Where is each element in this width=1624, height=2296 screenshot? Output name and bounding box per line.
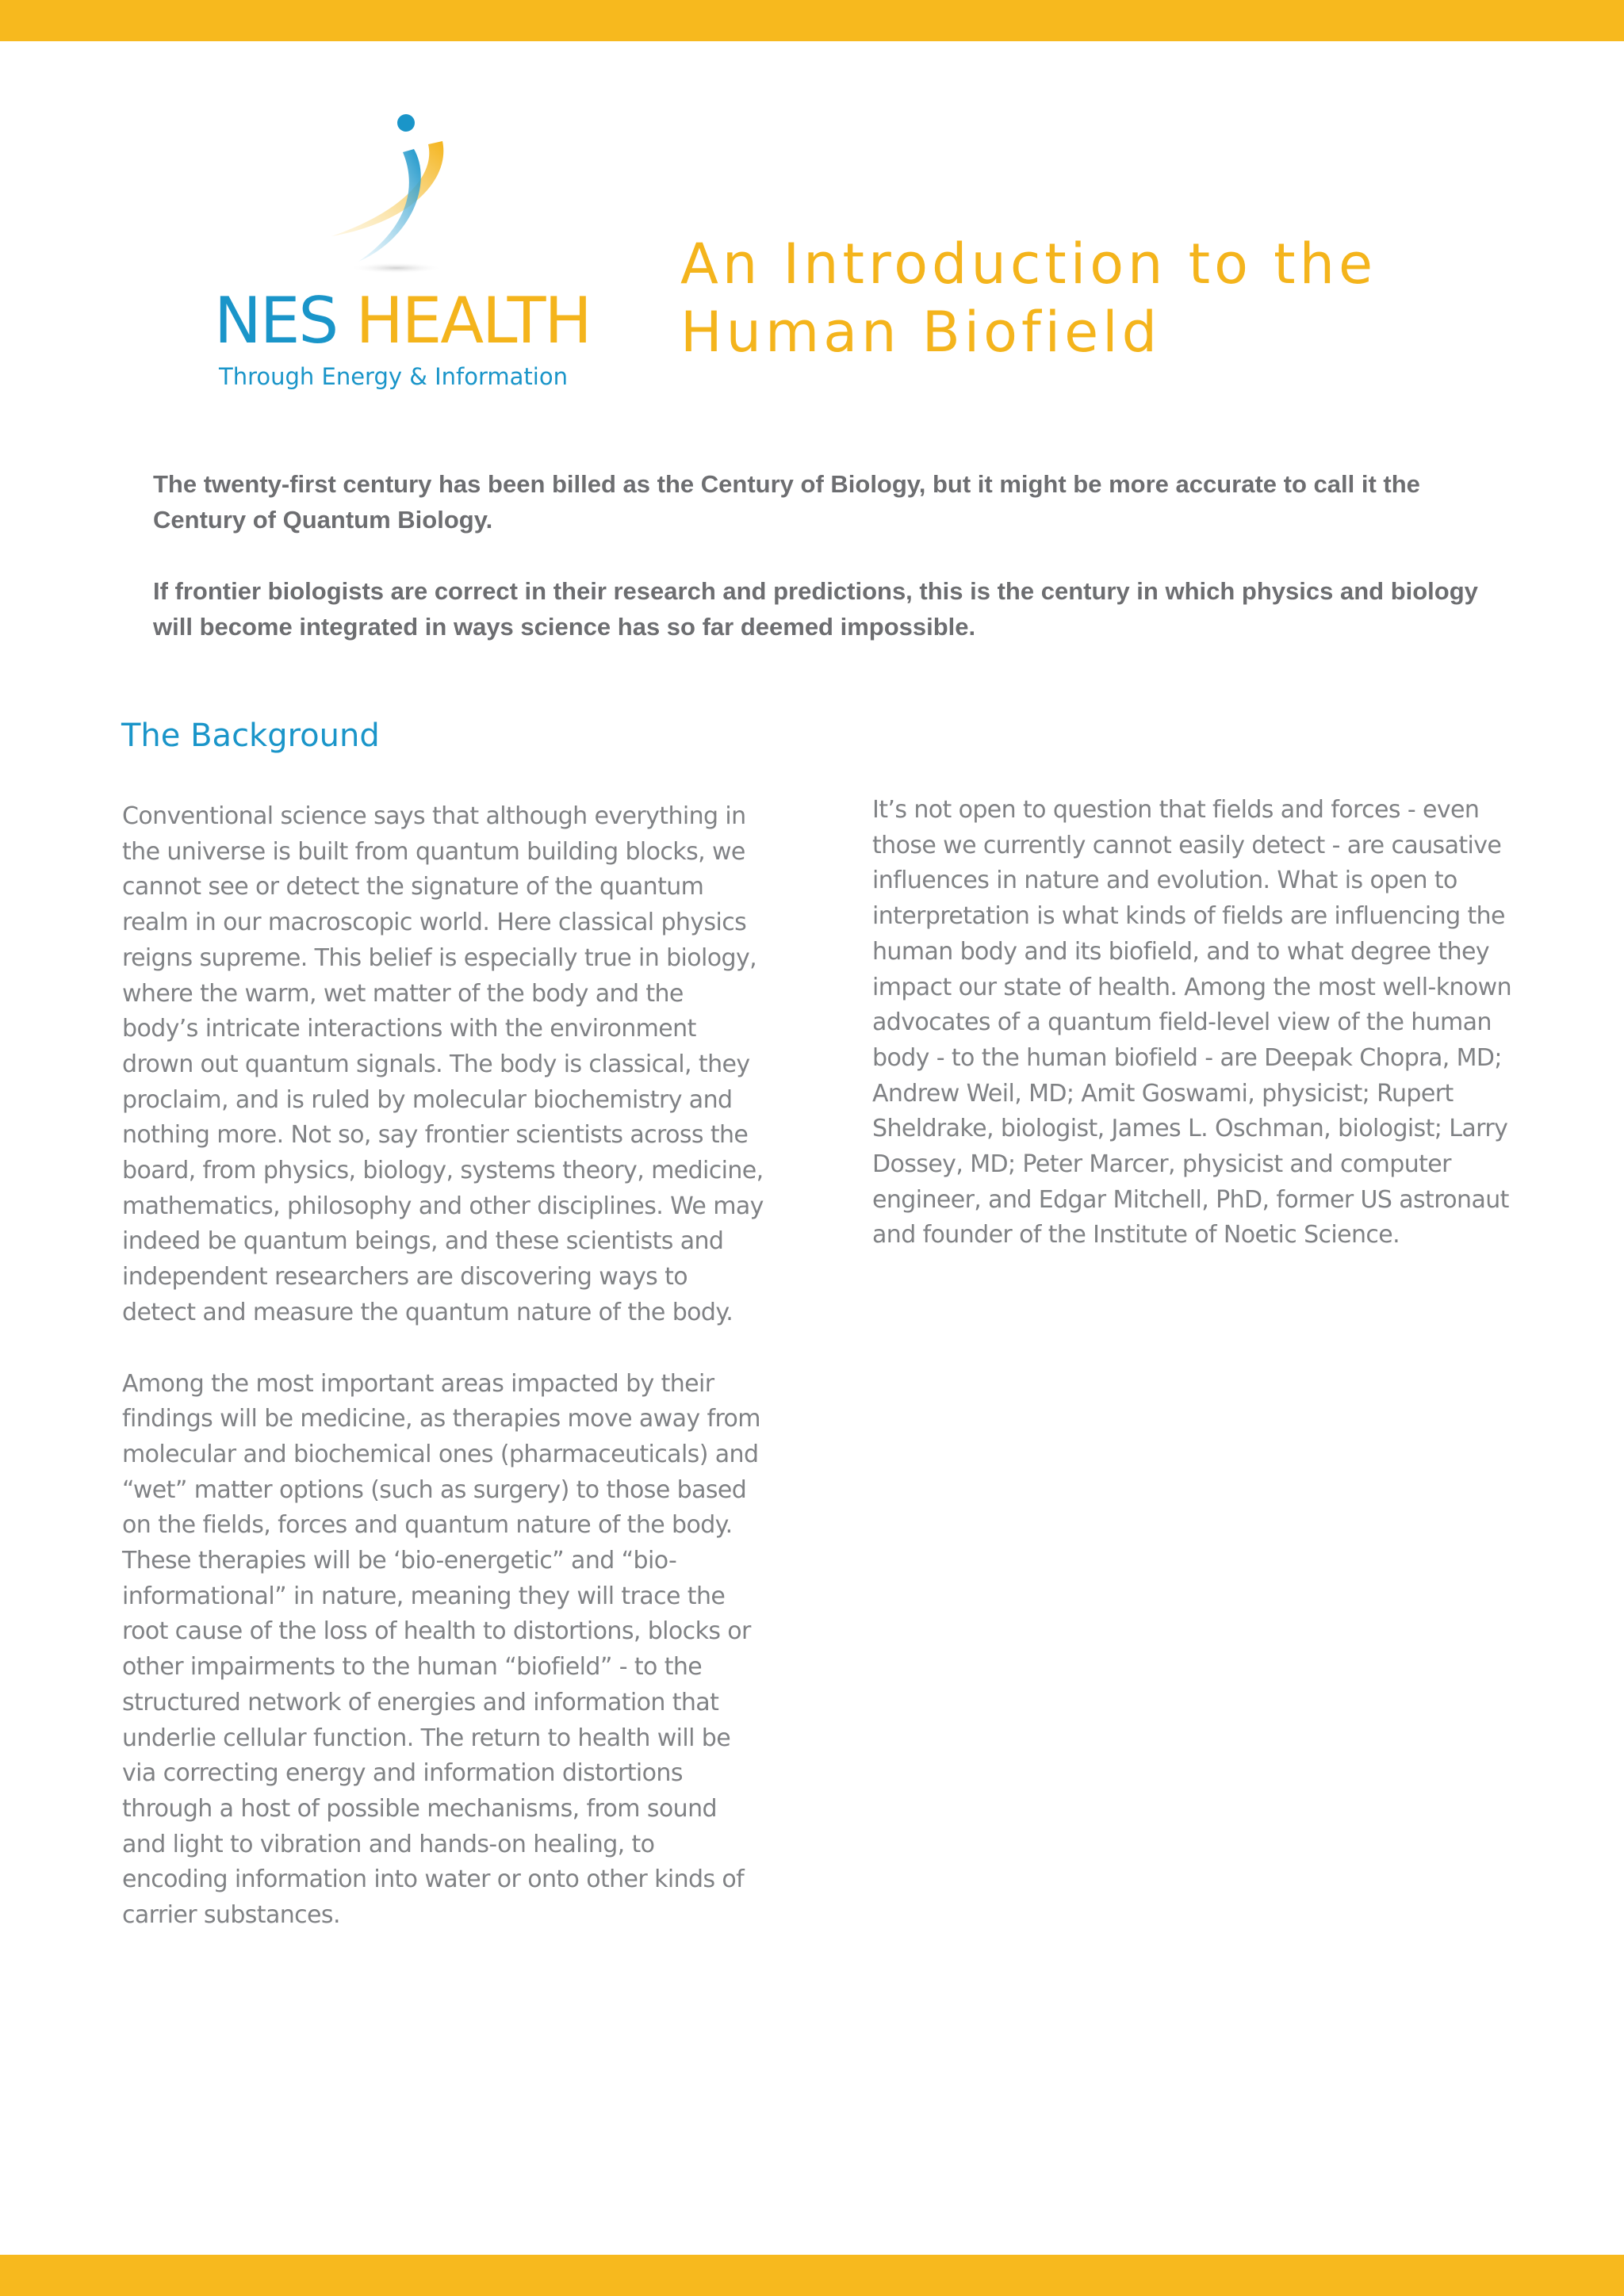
nes-health-logo xyxy=(214,103,591,396)
body-paragraph: Among the most important areas impacted by their findings will be medicine, as therapies move away from molecular and biochemical ones (pharmaceuticals) and “wet” matter options (such as surgery) to those based on the fields, forces and quantum nature of the body. These therapies will be ‘bio-energetic” and “bio-informational” in nature, meaning they will trace the root cause of the loss of health to distortions, blocks or other impairments to the human “biofield” - to the structured network of energies and information that underlie cellular function. The return to health will be via correcting energy and information distortions through a host of possible mechanisms, from sound and light to vibration and hands-on healing, to encoding information into water or onto other kinds of carrier substances. xyxy=(122,1369,760,1930)
figure-swoosh-icon xyxy=(325,103,468,285)
bottom-accent-bar xyxy=(0,2255,1624,2296)
body-paragraph: It’s not open to question that fields and forces - even those we currently cannot easily detect - are causative influences in nature and evolution. What is open to interpretation is what kinds of fields are influencing the human body and its biofield, and to what degree they impact our state of health. Among the most well-known advocates of a quantum field-level view of the human body - to the human biofield - are Deepak Chopra, MD; Andrew Weil, MD; Amit Goswami, physicist; Rupert Sheldrake, biologist, James L. Oschman, biologist; Larry Dossey, MD; Peter Marcer, physicist and computer engineer, and Edgar Mitchell, PhD, former US astronaut and founder of the Institute of Noetic Science. xyxy=(872,796,1511,1249)
top-accent-bar xyxy=(0,0,1624,41)
intro-paragraph-1: The twenty-first century has been billed as the Century of Biology, but it might be more accurate to call it the Century of Quantum Biology. xyxy=(153,470,1420,534)
section-heading: The Background xyxy=(121,718,380,754)
intro-block xyxy=(153,466,1485,680)
title-line-2: Human Biofield xyxy=(680,300,1162,365)
brand-name-health: HEALTH xyxy=(355,284,591,358)
brand-name-nes: NES xyxy=(214,284,338,358)
brand-name xyxy=(214,284,591,358)
brand-tagline: Through Energy & Information xyxy=(219,363,568,390)
body-paragraph: Conventional science says that although everything in the universe is built from quantum building blocks, we cannot see or detect the signature of the quantum realm in our macroscopic world. Here classical physics reigns supreme. This belief is especially true in biology, where the warm, wet matter of the body and the body’s intricate interactions with the environment drown out quantum signals. The body is classical, they proclaim, and is ruled by molecular biochemistry and nothing more. Not so, say frontier scientists across the board, from physics, biology, systems theory, medicine, mathematics, philosophy and other disciplines. We may indeed be quantum beings, and these scientists and independent researchers are discovering ways to detect and measure the quantum nature of the body. xyxy=(122,802,764,1326)
right-column xyxy=(872,793,1530,1289)
intro-paragraph-2: If frontier biologists are correct in their research and predictions, this is the century in which physics and biology will become integrated in ways science has so far deemed impossible. xyxy=(153,577,1478,641)
left-column xyxy=(122,799,764,1969)
document-title xyxy=(680,230,1377,366)
title-line-1: An Introduction to the xyxy=(680,232,1377,297)
